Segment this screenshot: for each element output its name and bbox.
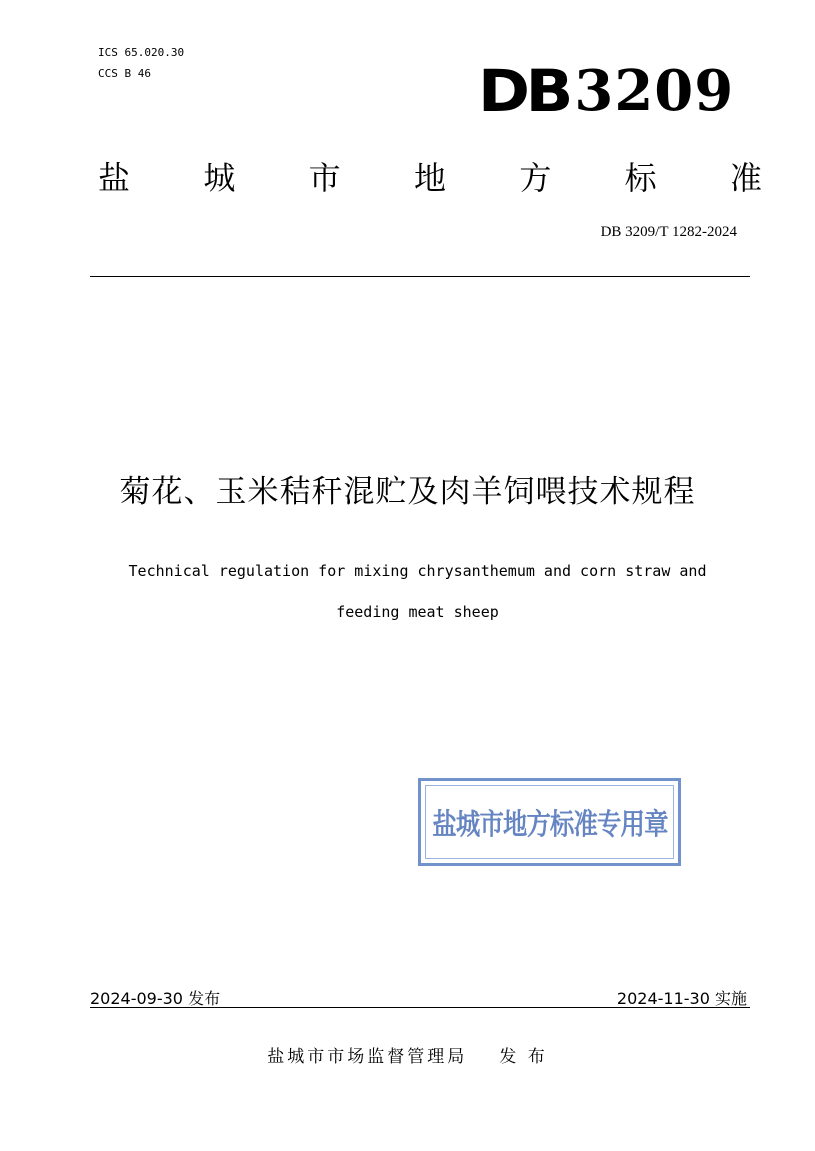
standard-category-title	[98, 153, 762, 199]
publisher-name: 盐城市市场监督管理局	[267, 1047, 468, 1067]
db-logo-letters: DB	[478, 57, 570, 125]
official-seal-stamp	[418, 778, 681, 866]
seal-text: 盐城市地方标准专用章	[431, 806, 668, 841]
category-char: 方	[519, 159, 552, 197]
db-logo-number: 3209	[574, 58, 735, 124]
category-char: 地	[413, 159, 446, 197]
ics-code: ICS 65.020.30	[98, 46, 185, 59]
db-logo	[478, 56, 734, 126]
category-char: 城	[203, 159, 236, 197]
ccs-code: CCS B 46	[98, 67, 151, 80]
category-char: 市	[308, 159, 341, 197]
classification-codes	[98, 42, 184, 84]
issue-date: 2024-09-30 发布	[90, 989, 221, 1008]
publisher-line	[0, 1042, 815, 1067]
implementation-date: 2024-11-30 实施	[616, 989, 747, 1008]
category-char: 准	[729, 159, 762, 197]
document-title-chinese: 菊花、玉米秸秆混贮及肉羊饲喂技术规程	[119, 474, 696, 510]
category-char: 盐	[98, 159, 131, 197]
english-title-line: feeding meat sheep	[336, 603, 499, 621]
header-divider	[90, 276, 750, 277]
standard-number: DB 3209/T 1282-2024	[600, 224, 737, 240]
footer-divider	[90, 1007, 750, 1008]
publisher-action: 发 布	[499, 1047, 548, 1067]
document-title-english	[60, 551, 775, 633]
category-char: 标	[624, 159, 657, 197]
english-title-line: Technical regulation for mixing chrysanthemum and corn straw and	[128, 562, 707, 580]
